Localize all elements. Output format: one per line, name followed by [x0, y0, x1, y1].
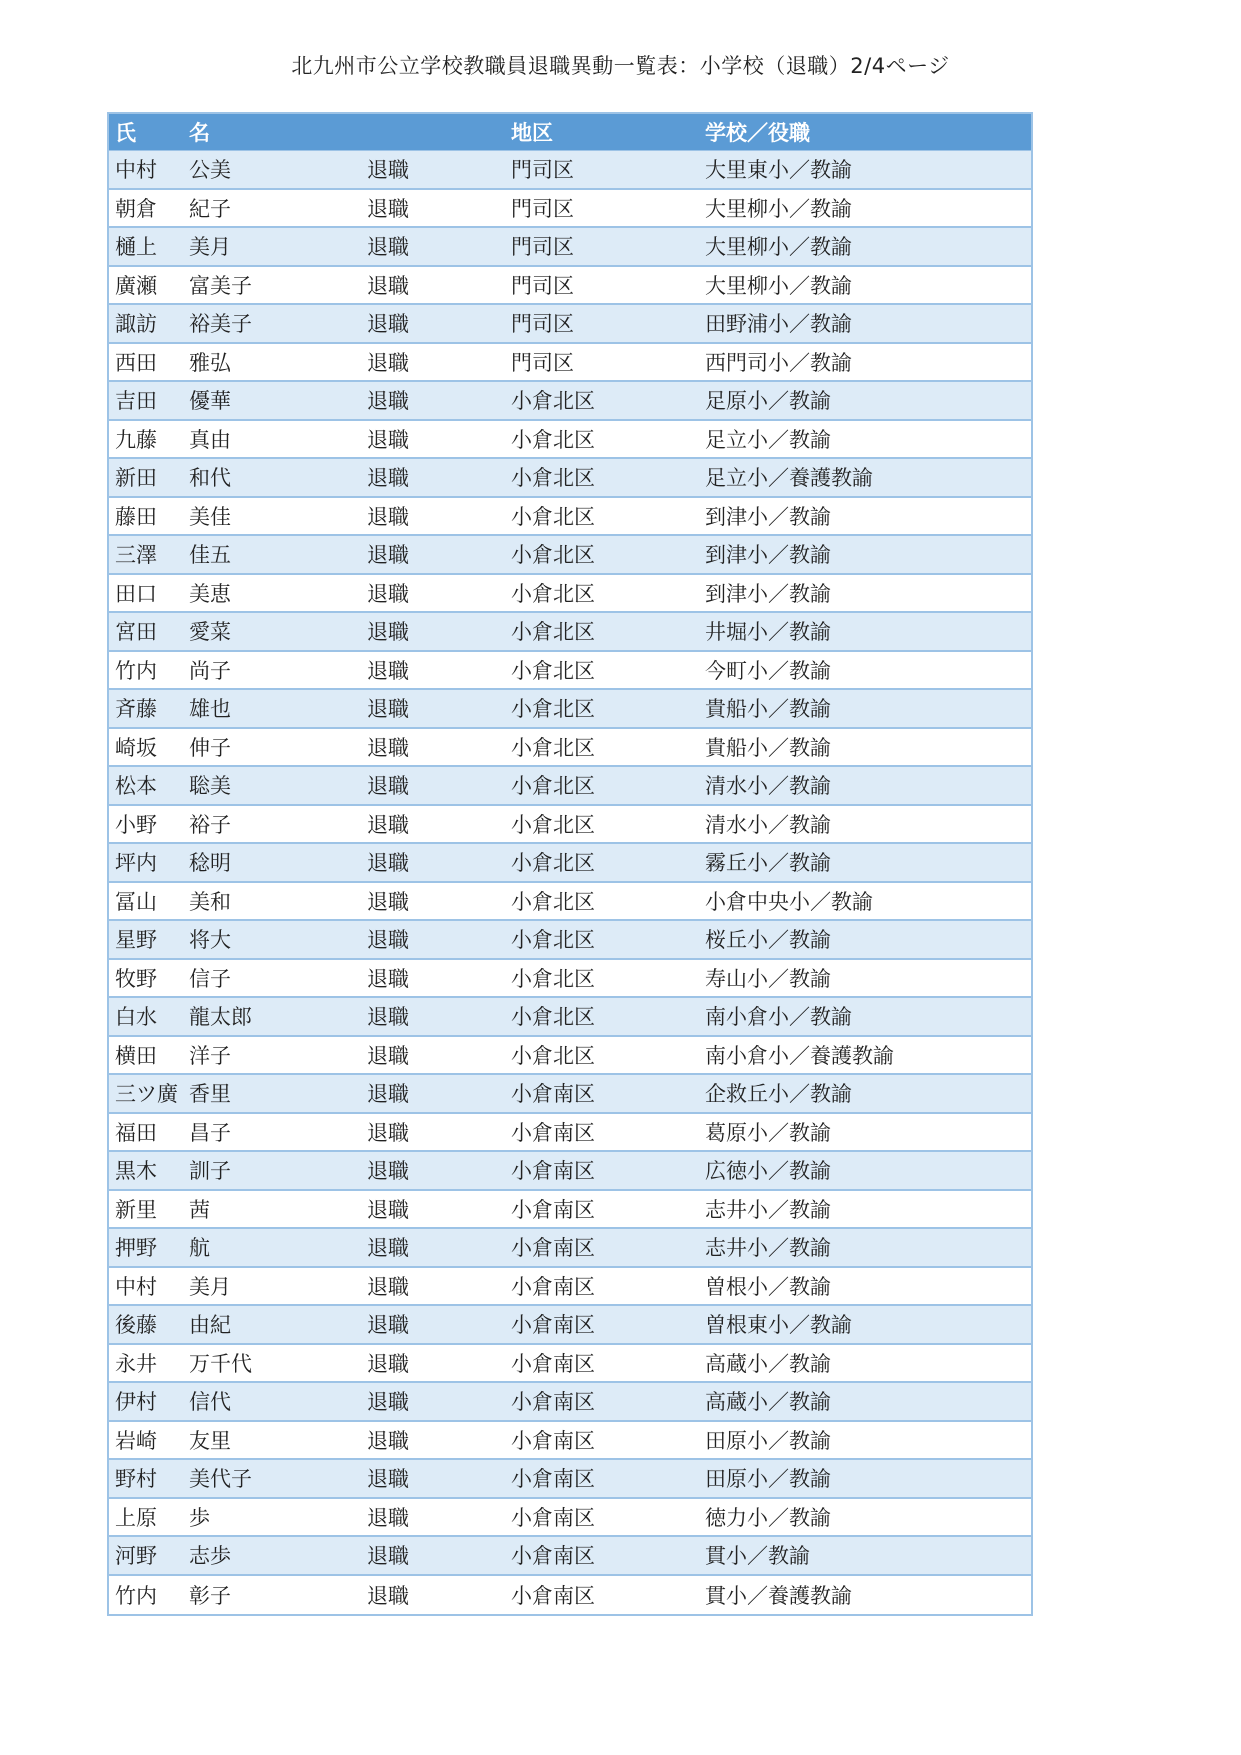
cell-sei: 河野 [115, 1544, 157, 1569]
cell-school: 貫小／教諭 [705, 1544, 810, 1569]
table-row [109, 729, 1031, 768]
table-row [109, 690, 1031, 729]
cell-type: 退職 [367, 466, 409, 491]
table-row [109, 1345, 1031, 1384]
table-row [109, 1422, 1031, 1461]
table-row [109, 228, 1031, 267]
cell-type: 退職 [367, 1467, 409, 1492]
cell-area: 小倉南区 [511, 1544, 595, 1569]
cell-area: 小倉北区 [511, 658, 595, 683]
cell-type: 退職 [367, 1390, 409, 1415]
cell-school: 大里東小／教諭 [705, 158, 852, 183]
table-row [109, 151, 1031, 190]
cell-sei: 伊村 [115, 1390, 157, 1415]
table-row [109, 1229, 1031, 1268]
cell-type: 退職 [367, 1583, 409, 1608]
table-row [109, 1268, 1031, 1307]
cell-sei: 宮田 [115, 620, 157, 645]
cell-sei: 新田 [115, 466, 157, 491]
cell-area: 小倉南区 [511, 1082, 595, 1107]
cell-type: 退職 [367, 1197, 409, 1222]
cell-sei: 牧野 [115, 966, 157, 991]
cell-sei: 小野 [115, 812, 157, 837]
cell-area: 門司区 [511, 273, 574, 298]
cell-school: 井堀小／教諭 [705, 620, 831, 645]
cell-sei: 三澤 [115, 543, 157, 568]
cell-school: 清水小／教諭 [705, 774, 831, 799]
cell-area: 小倉北区 [511, 427, 595, 452]
table-row [109, 767, 1031, 806]
cell-mei: 将大 [189, 928, 231, 953]
cell-type: 退職 [367, 851, 409, 876]
cell-area: 小倉北区 [511, 697, 595, 722]
cell-area: 小倉南区 [511, 1428, 595, 1453]
table-row [109, 844, 1031, 883]
cell-mei: 伸子 [189, 735, 231, 760]
table-row [109, 1037, 1031, 1076]
cell-school: 企救丘小／教諭 [705, 1082, 852, 1107]
cell-mei: 彰子 [189, 1583, 231, 1608]
table-row [109, 1576, 1031, 1615]
cell-school: 田原小／教諭 [705, 1467, 831, 1492]
cell-mei: 真由 [189, 427, 231, 452]
cell-mei: 美月 [189, 235, 231, 260]
cell-sei: 押野 [115, 1236, 157, 1261]
cell-type: 退職 [367, 1043, 409, 1068]
cell-type: 退職 [367, 620, 409, 645]
cell-school: 広徳小／教諭 [705, 1159, 831, 1184]
cell-sei: 白水 [115, 1005, 157, 1030]
table-row [109, 575, 1031, 614]
cell-mei: 紀子 [189, 196, 231, 221]
cell-type: 退職 [367, 889, 409, 914]
retirement-table [107, 112, 1033, 1616]
cell-type: 退職 [367, 427, 409, 452]
cell-sei: 諏訪 [115, 312, 157, 337]
cell-school: 曽根東小／教諭 [705, 1313, 852, 1338]
cell-sei: 上原 [115, 1505, 157, 1530]
cell-area: 小倉北区 [511, 774, 595, 799]
cell-mei: 友里 [189, 1428, 231, 1453]
cell-sei: 岩崎 [115, 1428, 157, 1453]
cell-type: 退職 [367, 504, 409, 529]
cell-type: 退職 [367, 1005, 409, 1030]
cell-mei: 歩 [189, 1505, 210, 1530]
cell-sei: 藤田 [115, 504, 157, 529]
cell-school: 貴船小／教諭 [705, 735, 831, 760]
table-row [109, 1075, 1031, 1114]
cell-area: 小倉北区 [511, 889, 595, 914]
cell-sei: 松本 [115, 774, 157, 799]
cell-area: 小倉南区 [511, 1236, 595, 1261]
cell-school: 寿山小／教諭 [705, 966, 831, 991]
cell-type: 退職 [367, 1274, 409, 1299]
cell-school: 今町小／教諭 [705, 658, 831, 683]
cell-school: 志井小／教諭 [705, 1236, 831, 1261]
cell-sei: 中村 [115, 1274, 157, 1299]
cell-sei: 廣瀬 [115, 273, 157, 298]
cell-mei: 裕子 [189, 812, 231, 837]
cell-sei: 樋上 [115, 235, 157, 260]
table-row [109, 498, 1031, 537]
cell-school: 徳力小／教諭 [705, 1505, 831, 1530]
cell-type: 退職 [367, 1313, 409, 1338]
cell-type: 退職 [367, 1120, 409, 1145]
cell-type: 退職 [367, 735, 409, 760]
cell-sei: 九藤 [115, 427, 157, 452]
cell-area: 小倉南区 [511, 1467, 595, 1492]
cell-type: 退職 [367, 543, 409, 568]
cell-sei: 竹内 [115, 1583, 157, 1608]
cell-school: 曽根小／教諭 [705, 1274, 831, 1299]
cell-mei: 美佳 [189, 504, 231, 529]
cell-area: 小倉北区 [511, 389, 595, 414]
cell-sei: 三ツ廣 [115, 1082, 178, 1107]
cell-school: 大里柳小／教諭 [705, 196, 852, 221]
cell-type: 退職 [367, 928, 409, 953]
cell-school: 貴船小／教諭 [705, 697, 831, 722]
cell-type: 退職 [367, 312, 409, 337]
cell-mei: 信子 [189, 966, 231, 991]
table-row [109, 267, 1031, 306]
table-row [109, 652, 1031, 691]
table-row [109, 960, 1031, 999]
cell-sei: 西田 [115, 350, 157, 375]
cell-school: 大里柳小／教諭 [705, 235, 852, 260]
table-row [109, 921, 1031, 960]
cell-school: 西門司小／教諭 [705, 350, 852, 375]
cell-area: 小倉南区 [511, 1197, 595, 1222]
cell-school: 足原小／教諭 [705, 389, 831, 414]
cell-type: 退職 [367, 581, 409, 606]
cell-mei: 龍太郎 [189, 1005, 252, 1030]
cell-mei: 公美 [189, 158, 231, 183]
page-title: 北九州市公立学校教職員退職異動一覧表：小学校（退職）2/4ページ [291, 54, 950, 78]
cell-area: 小倉南区 [511, 1120, 595, 1145]
cell-school: 南小倉小／養護教諭 [705, 1043, 894, 1068]
cell-mei: 裕美子 [189, 312, 252, 337]
header-area: 地区 [511, 121, 553, 145]
cell-school: 清水小／教諭 [705, 812, 831, 837]
cell-sei: 福田 [115, 1120, 157, 1145]
cell-sei: 崎坂 [115, 735, 157, 760]
cell-mei: 和代 [189, 466, 231, 491]
header-school: 学校／役職 [705, 121, 810, 145]
cell-mei: 昌子 [189, 1120, 231, 1145]
table-row [109, 1499, 1031, 1538]
cell-mei: 稔明 [189, 851, 231, 876]
cell-mei: 洋子 [189, 1043, 231, 1068]
cell-area: 小倉南区 [511, 1274, 595, 1299]
cell-mei: 航 [189, 1236, 210, 1261]
cell-area: 小倉南区 [511, 1583, 595, 1608]
cell-mei: 万千代 [189, 1351, 252, 1376]
cell-area: 小倉北区 [511, 466, 595, 491]
cell-area: 門司区 [511, 235, 574, 260]
cell-school: 小倉中央小／教諭 [705, 889, 873, 914]
cell-school: 到津小／教諭 [705, 581, 831, 606]
cell-area: 小倉南区 [511, 1390, 595, 1415]
table-row [109, 1383, 1031, 1422]
cell-sei: 朝倉 [115, 196, 157, 221]
cell-area: 小倉北区 [511, 928, 595, 953]
cell-area: 小倉北区 [511, 735, 595, 760]
cell-area: 小倉南区 [511, 1351, 595, 1376]
cell-area: 小倉北区 [511, 1005, 595, 1030]
table-row [109, 190, 1031, 229]
cell-area: 小倉北区 [511, 581, 595, 606]
cell-type: 退職 [367, 1236, 409, 1261]
cell-school: 田原小／教諭 [705, 1428, 831, 1453]
table-row [109, 421, 1031, 460]
cell-school: 高蔵小／教諭 [705, 1390, 831, 1415]
cell-type: 退職 [367, 1428, 409, 1453]
cell-mei: 佳五 [189, 543, 231, 568]
cell-area: 小倉北区 [511, 620, 595, 645]
table-row [109, 305, 1031, 344]
table-row [109, 344, 1031, 383]
cell-sei: 坪内 [115, 851, 157, 876]
cell-type: 退職 [367, 697, 409, 722]
cell-area: 小倉南区 [511, 1313, 595, 1338]
cell-mei: 尚子 [189, 658, 231, 683]
cell-type: 退職 [367, 196, 409, 221]
cell-type: 退職 [367, 1159, 409, 1184]
cell-school: 大里柳小／教諭 [705, 273, 852, 298]
cell-mei: 茜 [189, 1197, 210, 1222]
cell-school: 足立小／教諭 [705, 427, 831, 452]
cell-sei: 冨山 [115, 889, 157, 914]
table-body [109, 151, 1031, 1614]
cell-sei: 横田 [115, 1043, 157, 1068]
table-row [109, 536, 1031, 575]
table-row [109, 1306, 1031, 1345]
table-row [109, 998, 1031, 1037]
cell-type: 退職 [367, 658, 409, 683]
cell-type: 退職 [367, 273, 409, 298]
cell-mei: 志歩 [189, 1544, 231, 1569]
table-row [109, 1191, 1031, 1230]
table-row [109, 1114, 1031, 1153]
table-row [109, 1537, 1031, 1576]
table-row [109, 806, 1031, 845]
table-row [109, 1152, 1031, 1191]
table-row [109, 1460, 1031, 1499]
cell-sei: 田口 [115, 581, 157, 606]
cell-mei: 美代子 [189, 1467, 252, 1492]
header-sei: 氏 [115, 121, 136, 145]
table-row [109, 459, 1031, 498]
cell-area: 小倉北区 [511, 1043, 595, 1068]
cell-area: 門司区 [511, 196, 574, 221]
table-row [109, 382, 1031, 421]
cell-type: 退職 [367, 350, 409, 375]
table-header [109, 114, 1031, 151]
cell-type: 退職 [367, 1082, 409, 1107]
cell-school: 高蔵小／教諭 [705, 1351, 831, 1376]
cell-type: 退職 [367, 235, 409, 260]
cell-sei: 星野 [115, 928, 157, 953]
cell-school: 田野浦小／教諭 [705, 312, 852, 337]
table-row [109, 883, 1031, 922]
cell-school: 貫小／養護教諭 [705, 1583, 852, 1608]
cell-type: 退職 [367, 1544, 409, 1569]
cell-mei: 訓子 [189, 1159, 231, 1184]
cell-sei: 永井 [115, 1351, 157, 1376]
cell-mei: 美月 [189, 1274, 231, 1299]
cell-area: 小倉南区 [511, 1505, 595, 1530]
cell-mei: 愛菜 [189, 620, 231, 645]
cell-school: 到津小／教諭 [705, 504, 831, 529]
cell-area: 小倉北区 [511, 812, 595, 837]
cell-sei: 黒木 [115, 1159, 157, 1184]
cell-sei: 野村 [115, 1467, 157, 1492]
cell-type: 退職 [367, 1351, 409, 1376]
cell-school: 霧丘小／教諭 [705, 851, 831, 876]
cell-area: 小倉北区 [511, 543, 595, 568]
cell-sei: 中村 [115, 158, 157, 183]
cell-mei: 富美子 [189, 273, 252, 298]
cell-mei: 優華 [189, 389, 231, 414]
cell-sei: 竹内 [115, 658, 157, 683]
cell-school: 葛原小／教諭 [705, 1120, 831, 1145]
cell-area: 小倉北区 [511, 504, 595, 529]
cell-school: 南小倉小／教諭 [705, 1005, 852, 1030]
cell-mei: 雄也 [189, 697, 231, 722]
cell-mei: 由紀 [189, 1313, 231, 1338]
table-row [109, 613, 1031, 652]
cell-type: 退職 [367, 774, 409, 799]
cell-area: 門司区 [511, 350, 574, 375]
cell-mei: 信代 [189, 1390, 231, 1415]
cell-mei: 香里 [189, 1082, 231, 1107]
cell-type: 退職 [367, 1505, 409, 1530]
cell-school: 足立小／養護教諭 [705, 466, 873, 491]
cell-sei: 後藤 [115, 1313, 157, 1338]
cell-school: 志井小／教諭 [705, 1197, 831, 1222]
cell-area: 小倉南区 [511, 1159, 595, 1184]
cell-mei: 雅弘 [189, 350, 231, 375]
cell-sei: 新里 [115, 1197, 157, 1222]
cell-school: 到津小／教諭 [705, 543, 831, 568]
cell-type: 退職 [367, 158, 409, 183]
cell-type: 退職 [367, 389, 409, 414]
cell-school: 桜丘小／教諭 [705, 928, 831, 953]
cell-area: 小倉北区 [511, 851, 595, 876]
cell-area: 門司区 [511, 312, 574, 337]
cell-type: 退職 [367, 966, 409, 991]
cell-area: 小倉北区 [511, 966, 595, 991]
cell-type: 退職 [367, 812, 409, 837]
cell-mei: 美恵 [189, 581, 231, 606]
cell-sei: 斉藤 [115, 697, 157, 722]
cell-sei: 吉田 [115, 389, 157, 414]
cell-area: 門司区 [511, 158, 574, 183]
cell-mei: 美和 [189, 889, 231, 914]
header-mei: 名 [189, 121, 210, 145]
cell-mei: 聡美 [189, 774, 231, 799]
